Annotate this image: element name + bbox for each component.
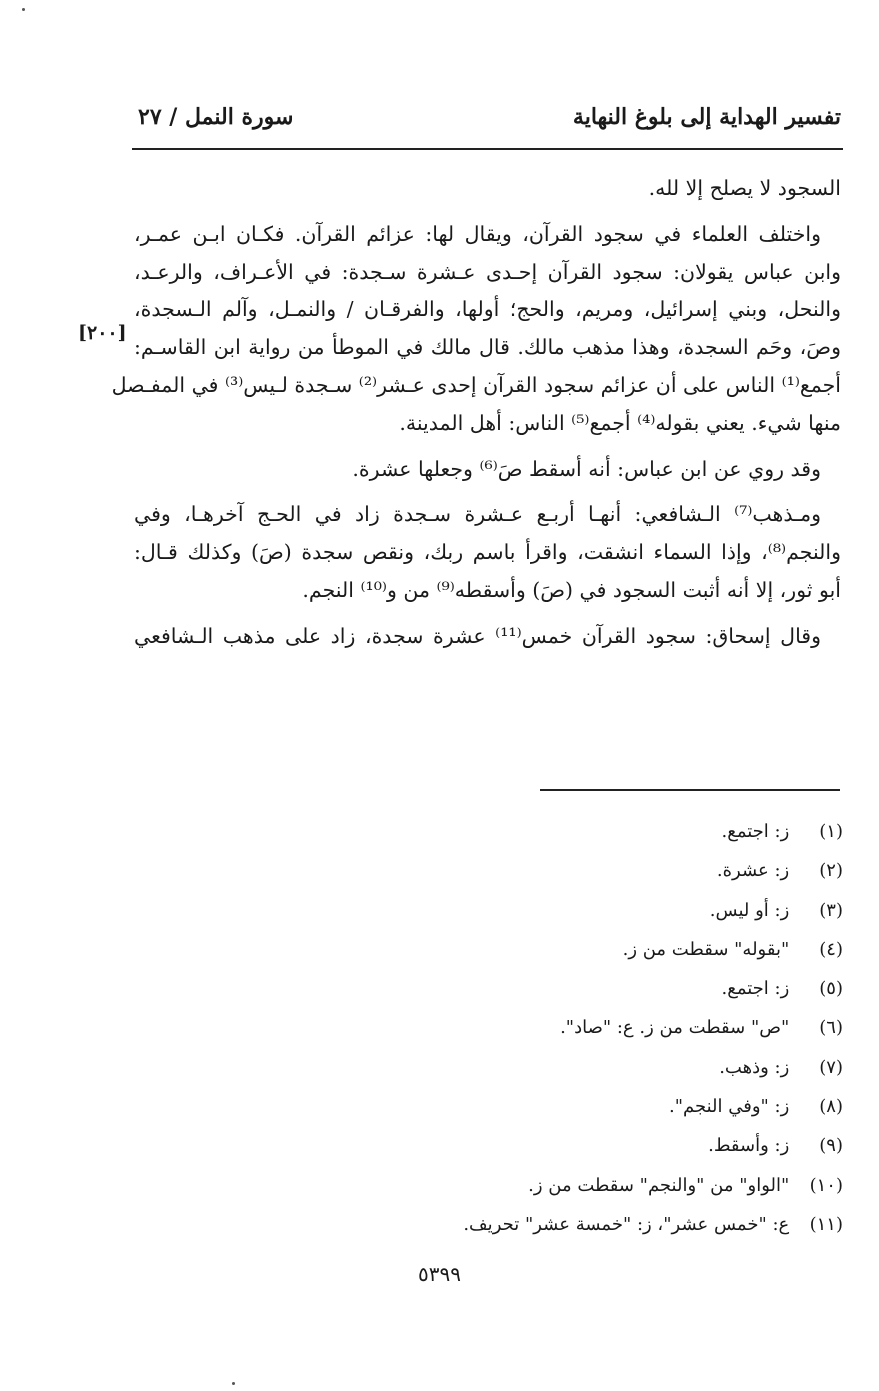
footnote xyxy=(183,930,843,969)
footnote-text: ز: أو ليس. xyxy=(709,899,790,921)
footnote-text: "الواو" من "والنجم" سقطت من ز. xyxy=(528,1174,790,1196)
footnote xyxy=(183,1205,843,1244)
header-divider xyxy=(132,148,843,150)
footnote-number: (٩) xyxy=(819,1135,843,1157)
text-line: وقد روي عن ابن عباس: أنه أسقط صَ⁽⁶⁾ وجعلها عشرة. xyxy=(352,456,821,481)
footnote-text: ز: اجتمع. xyxy=(721,821,790,842)
paragraph-2 xyxy=(111,216,841,443)
footnote-text: ع: "خمس عشر"، ز: "خمسة عشر" تحريف. xyxy=(463,1213,790,1235)
footnote xyxy=(183,1008,843,1047)
paragraph-4 xyxy=(134,496,841,609)
paragraph-3 xyxy=(134,451,841,489)
footnote-text: ز: عشرة. xyxy=(716,860,790,882)
scan-speck xyxy=(232,1382,235,1385)
text-line: منها شيء. يعني بقوله⁽⁴⁾ أجمع⁽⁵⁾ الناس: أهل المدينة. xyxy=(399,410,841,435)
footnote-number: (٥) xyxy=(819,978,843,1000)
footnote xyxy=(183,1087,843,1126)
footnote-text: "ص" سقطت من ز. ع: "صاد". xyxy=(560,1017,790,1039)
text-line: ومـذهب⁽⁷⁾ الـشافعي: أنهـا أربـع عـشرة سـجدة زاد في الحـج آخرهـا، وفي xyxy=(134,502,821,527)
page-number: ٥٣٩٩ xyxy=(418,1262,461,1286)
text-line: وصَ، وحَم السجدة، وهذا مذهب مالك. قال مالك في الموطأ من رواية ابن القاسـم: xyxy=(134,335,841,360)
footnote-number: (٢) xyxy=(819,860,843,882)
paragraph-5 xyxy=(134,618,841,656)
text-line: واختلف العلماء في سجود القرآن، ويقال لها: عزائم القرآن. فكـان ابـن عمـر، xyxy=(134,221,821,246)
footnote-number: (٤) xyxy=(819,938,843,960)
text-line: أجمع⁽¹⁾ الناس على أن عزائم سجود القرآن إحدى عـشر⁽²⁾ سـجدة لـيس⁽³⁾ في المفـصل xyxy=(111,372,841,397)
footnote-text: ز: اجتمع. xyxy=(721,978,790,1000)
running-header-surah: سورة النمل / ٢٧ xyxy=(138,104,294,130)
footnote-number: (٨) xyxy=(819,1096,843,1118)
footnote-divider xyxy=(540,789,840,791)
footnote-text: "بقوله" سقطت من ز. xyxy=(622,938,790,960)
body-text xyxy=(111,170,841,664)
text-line: والنحل، وبني إسرائيل، ومريم، والحج؛ أولها، والفرقـان / والنمـل، وآلم الـسجدة، xyxy=(134,297,841,322)
text-line: وابن عباس يقولان: سجود القرآن إحـدى عـشرة سـجدة: في الأعـراف، والرعـد، xyxy=(134,259,841,284)
text-line: السجود لا يصلح إلا لله. xyxy=(648,176,841,200)
footnote-number: (١٠) xyxy=(809,1174,843,1196)
paragraph-1 xyxy=(134,170,841,208)
running-header-book-title: تفسير الهداية إلى بلوغ النهاية xyxy=(572,104,841,130)
footnote-text: ز: وذهب. xyxy=(719,1056,790,1078)
margin-folio-note: [٢٠٠] xyxy=(78,322,127,344)
text-line: وقال إسحاق: سجود القرآن خمس⁽¹¹⁾ عشرة سجدة، زاد على مذهب الـشافعي xyxy=(134,623,822,648)
footnote xyxy=(183,812,843,851)
footnote-text: ز: "وفي النجم". xyxy=(668,1096,790,1118)
footnote xyxy=(183,851,843,890)
footnote-number: (١١) xyxy=(809,1213,843,1235)
footnotes-list xyxy=(183,812,843,1244)
footnote-text: ز: وأسقط. xyxy=(708,1135,790,1157)
footnote-number: (٧) xyxy=(819,1056,843,1078)
footnote-number: (٣) xyxy=(819,899,843,921)
footnote xyxy=(183,969,843,1008)
footnote xyxy=(183,1126,843,1165)
text-line: أبو ثور، إلا أنه أثبت السجود في (صَ) وأسقطه⁽⁹⁾ من و⁽¹⁰⁾ النجم. xyxy=(302,577,841,602)
footnote xyxy=(183,891,843,930)
scan-speck xyxy=(22,8,25,11)
footnote xyxy=(183,1166,843,1205)
footnote-number: (١) xyxy=(819,821,843,842)
footnote-number: (٦) xyxy=(819,1017,843,1039)
footnote xyxy=(183,1048,843,1087)
text-line: والنجم⁽⁸⁾، وإذا السماء انشقت، واقرأ باسم ربك، ونقص سجدة (صَ) وكذلك قـال: xyxy=(134,540,841,565)
